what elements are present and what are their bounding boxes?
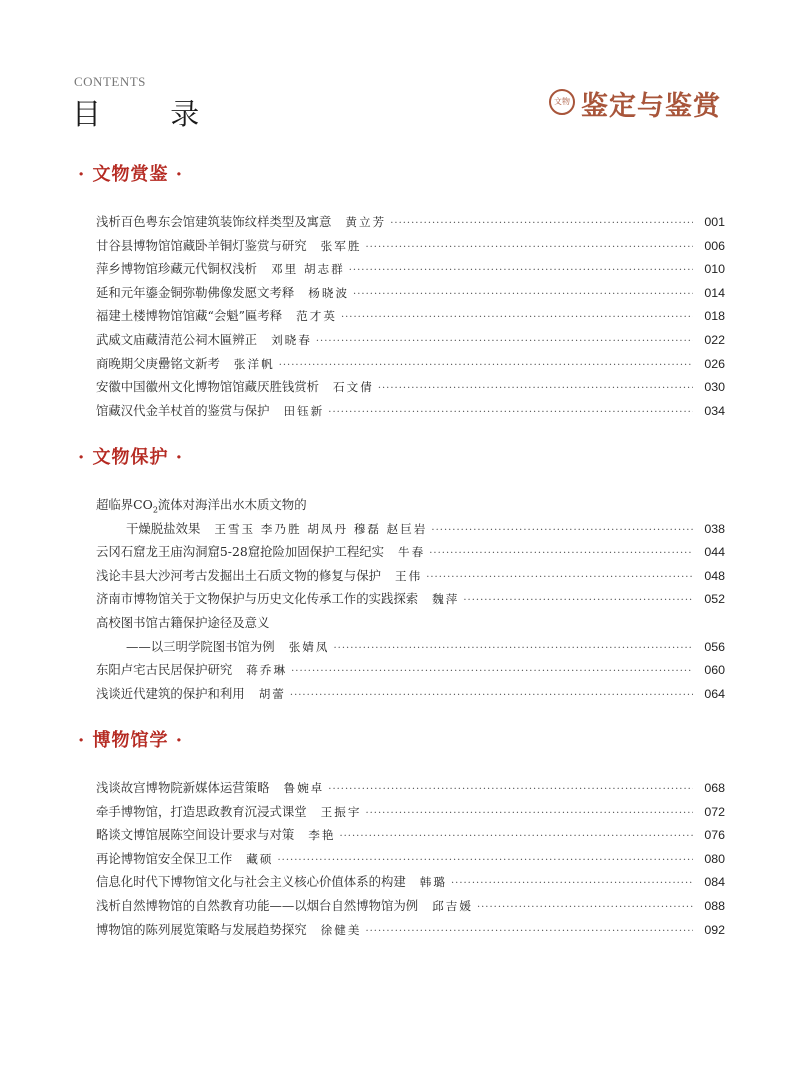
- entry-title: ——以三明学院图书馆为例: [126, 638, 275, 654]
- entry-title: 甘谷县博物馆馆藏卧羊铜灯鉴赏与研究: [96, 237, 307, 253]
- leader-dots: [353, 283, 693, 307]
- section-cultural-relic-appreciation: [78, 160, 725, 422]
- entry-author: 王雪玉 李乃胜 胡凤丹 穆磊 赵巨岩: [214, 521, 428, 536]
- entry-title: 浅析自然博物馆的自然教育功能——以烟台自然博物馆为例: [96, 897, 419, 913]
- entry-author: 鲁婉卓: [283, 781, 325, 795]
- entry-author: 藏硕: [246, 851, 274, 866]
- entry-page: 080: [704, 851, 725, 866]
- entry-author: 魏萍: [432, 592, 460, 607]
- entry-title-line[interactable]: 高校图书馆古籍保护途径及意义: [96, 614, 270, 630]
- leader-dots: [328, 778, 693, 802]
- entry-author: 王伟: [394, 568, 423, 583]
- entry-page: 052: [704, 592, 725, 607]
- entry-page: 014: [704, 285, 725, 300]
- entry-title: 安徽中国徽州文化博物馆馆藏厌胜钱赏析: [96, 379, 320, 395]
- leader-dots: [378, 377, 693, 401]
- leader-dots: [279, 354, 693, 378]
- entry-title: 再论博物馆安全保卫工作: [96, 850, 233, 866]
- entry-page: 001: [704, 215, 725, 229]
- leader-dots: [333, 637, 693, 661]
- entry-author: 蒋乔琳: [246, 663, 288, 678]
- entry-page: 048: [704, 568, 725, 583]
- toc-list: [78, 493, 725, 705]
- entry-page: 088: [704, 898, 725, 913]
- leader-dots: [341, 306, 693, 330]
- toc-entry[interactable]: [96, 304, 725, 328]
- entry-page: 068: [704, 781, 725, 795]
- toc-entry[interactable]: [96, 894, 725, 918]
- toc-list: [78, 210, 725, 422]
- entry-title: 博物馆的陈列展览策略与发展趋势探究: [96, 921, 307, 937]
- entry-page: 056: [704, 639, 725, 654]
- entry-page: 064: [704, 686, 725, 701]
- entry-author: 李艳: [308, 828, 336, 843]
- entry-title-part: 超临界CO: [96, 497, 153, 512]
- toc-entry[interactable]: [96, 682, 725, 706]
- leader-dots: [291, 660, 693, 684]
- section-cultural-relic-protection: [78, 443, 725, 705]
- leader-dots: [328, 401, 693, 425]
- entry-title: 福建土楼博物馆馆藏“会魁”匾考释: [96, 308, 283, 324]
- entry-page: 084: [704, 875, 725, 890]
- entry-author: 张军胜: [320, 238, 362, 253]
- logo-seal-icon: 文物: [549, 89, 575, 115]
- toc-entry[interactable]: [96, 564, 725, 588]
- entry-page: 034: [704, 403, 725, 418]
- entry-page: 010: [704, 262, 725, 277]
- entry-page: 006: [704, 238, 725, 253]
- leader-dots: [316, 330, 693, 354]
- entry-title: 浅析百色粤东会馆建筑装饰纹样类型及寓意: [96, 214, 332, 229]
- toc-entry[interactable]: [96, 658, 725, 682]
- toc-entry[interactable]: [96, 918, 725, 942]
- entry-author: 范才英: [296, 309, 337, 324]
- leader-dots: [365, 236, 693, 260]
- leader-dots: [278, 849, 694, 873]
- leader-dots: [390, 212, 693, 236]
- entry-page: 022: [704, 332, 725, 347]
- leader-dots: [365, 920, 693, 944]
- toc-entry[interactable]: [96, 210, 725, 234]
- entry-author: 石文倩: [333, 380, 374, 395]
- toc-entry[interactable]: [126, 517, 725, 541]
- entry-title: 东阳卢宅古民居保护研究: [96, 662, 233, 678]
- entry-title: 浅谈近代建筑的保护和利用: [96, 685, 245, 701]
- entry-page: 044: [704, 545, 725, 560]
- entry-title: 云冈石窟龙王庙沟洞窟5-28窟抢险加固保护工程纪实: [96, 544, 385, 560]
- toc-entry[interactable]: [96, 234, 725, 258]
- entry-author: 徐健美: [320, 922, 362, 937]
- leader-dots: [477, 896, 693, 920]
- entry-author: 黄立芳: [345, 215, 387, 229]
- leader-dots: [431, 519, 693, 543]
- entry-title: 干燥脱盐效果: [126, 520, 201, 536]
- toc-entry[interactable]: [96, 328, 725, 352]
- toc-entry[interactable]: [96, 257, 725, 281]
- page-header: [74, 74, 734, 134]
- entry-author: 韩璐: [419, 875, 447, 890]
- entry-page: 092: [704, 922, 725, 937]
- entry-author: 邱吉媛: [432, 898, 473, 913]
- entry-page: 072: [704, 804, 725, 819]
- section-title: · 文物保护 ·: [78, 447, 184, 468]
- entry-author: 王振宇: [320, 804, 362, 819]
- contents-label: CONTENTS: [74, 74, 146, 89]
- toc-entry[interactable]: [126, 635, 725, 659]
- leader-dots: [429, 542, 693, 566]
- entry-page: 076: [704, 828, 725, 843]
- logo-text: 鉴定与鉴赏: [581, 91, 721, 122]
- toc-entry[interactable]: [96, 847, 725, 871]
- entry-page: 026: [704, 356, 725, 371]
- subscript: 2: [152, 505, 158, 515]
- leader-dots: [339, 825, 693, 849]
- section-museology: [78, 726, 725, 941]
- leader-dots: [451, 872, 693, 896]
- entry-author: 张婧凤: [288, 639, 330, 654]
- leader-dots: [365, 802, 693, 826]
- entry-author: 刘晓春: [271, 332, 312, 347]
- entry-author: 杨晓波: [308, 285, 350, 300]
- toc-entry[interactable]: [96, 281, 725, 305]
- entry-title: 信息化时代下博物馆文化与社会主义核心价值体系的构建: [96, 874, 406, 890]
- entry-title: 浅谈故宫博物院新媒体运营策略: [96, 780, 270, 795]
- entry-author: 牛春: [398, 545, 426, 560]
- page-title: 目 录: [72, 97, 230, 131]
- section-title: · 文物赏鉴 ·: [78, 164, 184, 185]
- entry-title: 浅论丰县大沙河考古发掘出土石质文物的修复与保护: [96, 567, 381, 583]
- toc-entry[interactable]: [96, 587, 725, 611]
- toc-entry[interactable]: [96, 375, 725, 399]
- magazine-logo: [549, 84, 734, 120]
- entry-page: 018: [704, 309, 725, 324]
- entry-title: 延和元年鎏金铜弥勒佛像发愿文考释: [96, 284, 295, 300]
- entry-author: 张洋帆: [233, 356, 275, 371]
- entry-page: 060: [704, 663, 725, 678]
- toc-entry[interactable]: [96, 352, 725, 376]
- toc-entry[interactable]: [96, 399, 725, 423]
- entry-author: 邓里 胡志群: [271, 262, 345, 277]
- leader-dots: [463, 589, 693, 613]
- leader-dots: [349, 259, 693, 283]
- toc-entry[interactable]: [96, 823, 725, 847]
- section-title: · 博物馆学 ·: [78, 730, 184, 751]
- entry-title-part: 流体对海洋出水木质文物的: [157, 497, 307, 512]
- entry-title-line[interactable]: [96, 493, 718, 517]
- toc-entry[interactable]: [96, 776, 725, 800]
- entry-page: 038: [704, 521, 725, 536]
- entry-title: 略谈文博馆展陈空间设计要求与对策: [96, 827, 295, 843]
- toc-entry[interactable]: [96, 540, 725, 564]
- entry-title: 武威文庙藏清范公祠木匾辨正: [96, 331, 258, 347]
- leader-dots: [290, 684, 693, 708]
- entry-title: 济南市博物馆关于文物保护与历史文化传承工作的实践探索: [96, 591, 419, 607]
- entry-title: 馆藏汉代金羊杖首的鉴赏与保护: [96, 402, 270, 418]
- leader-dots: [426, 566, 693, 590]
- entry-author: 胡蕾: [258, 686, 286, 701]
- entry-title: 萍乡博物馆珍藏元代铜权浅析: [96, 261, 258, 277]
- entry-author: 田钰新: [283, 403, 325, 418]
- toc-entry[interactable]: [96, 800, 725, 824]
- toc-entry[interactable]: [96, 870, 725, 894]
- entry-title: 商晚期父庚罍铭文新考: [96, 355, 220, 371]
- entry-title: 牵手博物馆，打造思政教育沉浸式课堂: [96, 803, 307, 819]
- toc-list: [78, 776, 725, 941]
- entry-page: 030: [704, 380, 725, 395]
